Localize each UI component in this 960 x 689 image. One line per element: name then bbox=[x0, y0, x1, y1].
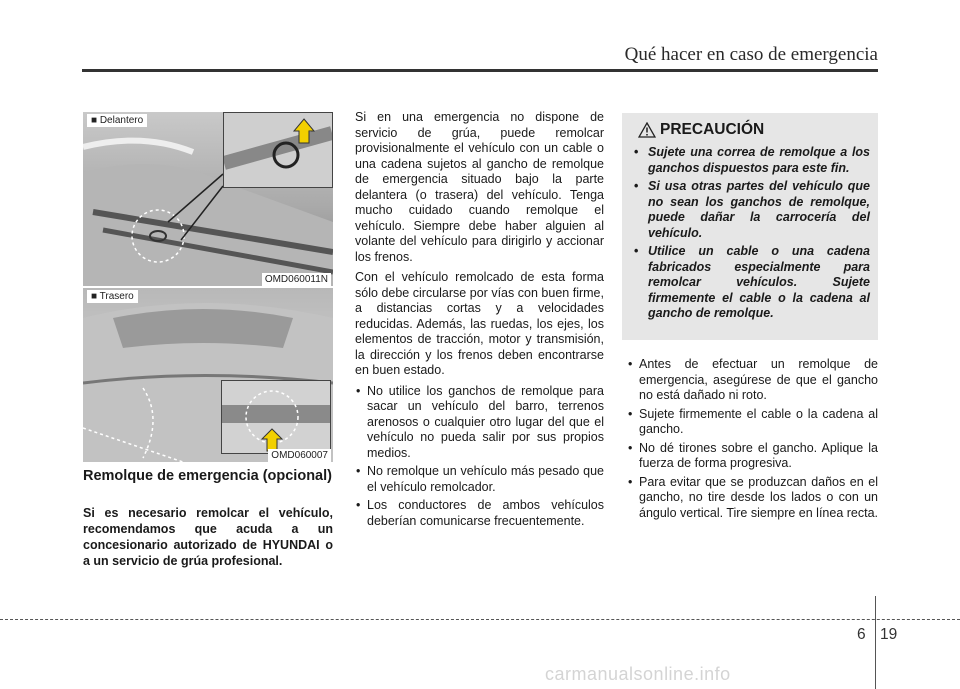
caution-item: • Sujete una correa de remolque a los ganchos dispuestos para este fin. bbox=[630, 145, 870, 176]
towing-paragraph-2: Con el vehículo remolcado de esta forma sólo debe circularse por vías con buen firme, a distancias cortas y a velocidades reducidas. Además, las ruedas, los ejes, los elementos de tracción, motor y transmisión, la dirección y los frenos deben encontrarse en buen estado. bbox=[355, 270, 604, 377]
rear-tow-hook-figure bbox=[83, 288, 333, 462]
rear-hook-inset bbox=[221, 380, 331, 454]
caution-box bbox=[622, 113, 878, 340]
caution-item: • Si usa otras partes del vehículo que no sean los ganchos de remolque, puede dañar la carrocería del vehículo. bbox=[630, 179, 870, 241]
section-intro: Si es necesario remolcar el vehículo, recomendamos que acuda a un concesionario autorizado de HYUNDAI o a un servicio de grúa profesional. bbox=[83, 506, 333, 568]
hook-bullet-list bbox=[627, 357, 878, 521]
list-item: • Los conductores de ambos vehículos deberían comunicarse frecuentemente. bbox=[355, 498, 604, 529]
list-item: • Antes de efectuar un remolque de emergencia, asegúrese de que el gancho no está dañado ni roto. bbox=[627, 357, 878, 404]
middle-column bbox=[355, 110, 604, 532]
list-item: • No remolque un vehículo más pesado que el vehículo remolcador. bbox=[355, 464, 604, 495]
footer-rule bbox=[0, 619, 960, 620]
chapter-number: 6 bbox=[857, 626, 866, 643]
front-tow-hook-figure bbox=[83, 112, 333, 286]
rear-figure-code: OMD060007 bbox=[268, 449, 331, 462]
front-figure-label: ■ Delantero bbox=[87, 114, 147, 127]
caution-title: PRECAUCIÓN bbox=[660, 121, 765, 138]
caution-item: • Utilice un cable o una cadena fabricados especialmente para remolcar vehículos. Sujete firmemente el cable o la cadena al gancho de remolque. bbox=[630, 244, 870, 322]
list-item: • Para evitar que se produzcan daños en el gancho, no tire desde los lados o con un ángulo vertical. Tire siempre en línea recta. bbox=[627, 475, 878, 522]
list-item: • Sujete firmemente el cable o la cadena al gancho. bbox=[627, 407, 878, 438]
caution-header bbox=[638, 121, 764, 139]
section-title: Remolque de emergencia (opcional) bbox=[83, 468, 332, 484]
warning-triangle-icon bbox=[638, 122, 656, 138]
rear-figure-label: ■ Trasero bbox=[87, 290, 138, 303]
header-rule bbox=[82, 69, 878, 72]
rear-hook-closeup bbox=[222, 381, 330, 453]
page-number: 19 bbox=[880, 626, 898, 643]
tow-hook-closeup bbox=[224, 113, 332, 187]
towing-paragraph-1: Si en una emergencia no dispone de servicio de grúa, puede remolcar provisionalmente el vehículo con un cable o una cadena sujetos al gancho de remolque de emergencia situado bajo la parte delantera (o trasera) del vehículo. Tenga mucho cuidado cuando remolque el vehículo. Siempre debe haber alguien al volante del vehículo para dirigirlo y accionar los frenos. bbox=[355, 110, 604, 264]
front-figure-code: OMD060011N bbox=[262, 273, 331, 286]
page-header-title: Qué hacer en caso de emergencia bbox=[624, 44, 878, 65]
front-hook-inset bbox=[223, 112, 333, 188]
list-item: • No dé tirones sobre el gancho. Aplique la fuerza de forma progresiva. bbox=[627, 441, 878, 472]
towing-bullet-list bbox=[355, 384, 604, 530]
list-item: • No utilice los ganchos de remolque para sacar un vehículo del barro, terrenos arenosos o cualquier otro lugar del que el vehículo no pueda salir por sus propios medios. bbox=[355, 384, 604, 462]
watermark: carmanualsonline.info bbox=[545, 664, 731, 684]
right-column bbox=[627, 357, 878, 524]
page-number-divider bbox=[875, 596, 876, 689]
caution-list bbox=[630, 145, 870, 325]
